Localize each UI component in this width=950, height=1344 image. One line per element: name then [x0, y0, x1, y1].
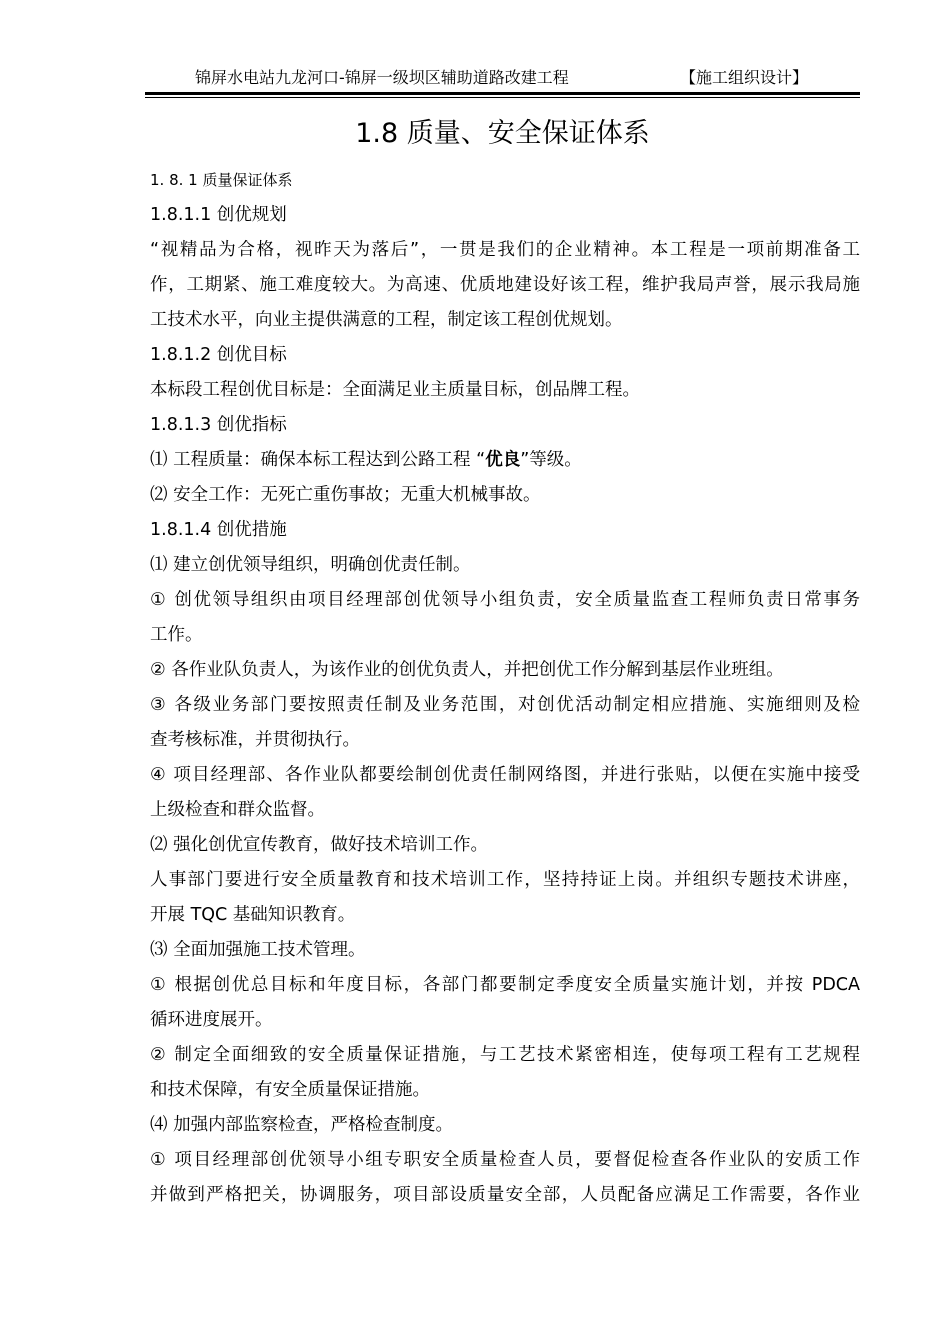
header-document-type: 【施工组织设计】	[679, 68, 808, 87]
emphasis-text: 优良	[485, 450, 521, 470]
text-line-content: ⑵ 安全工作：无死亡重伤事故；无重大机械事故。	[150, 485, 541, 505]
text-line-content: 作，工期紧、施工难度较大。为高速、优质地建设好该工程，维护我局声誉，展示我局施	[150, 275, 860, 295]
text-line-content: 1.8.1.4 创优措施	[150, 520, 287, 540]
page-header	[145, 66, 860, 90]
text-line	[150, 1038, 860, 1073]
text-line	[150, 443, 860, 478]
text-line	[150, 1108, 860, 1143]
text-line	[150, 688, 860, 723]
text-line	[150, 1143, 860, 1178]
text-line-content: 开展 TQC 基础知识教育。	[150, 905, 356, 925]
text-line-content: ⑴ 建立创优领导组织，明确创优责任制。	[150, 555, 471, 575]
text-line-content: 循环进度展开。	[150, 1010, 273, 1030]
text-line-content: 和技术保障，有安全质量保证措施。	[150, 1080, 430, 1100]
text-line	[150, 863, 860, 898]
text-line	[150, 828, 860, 863]
text-line-content: 人事部门要进行安全质量教育和技术培训工作，坚持持证上岗。并组织专题技术讲座，	[150, 870, 860, 890]
text-line-content: ① 创优领导组织由项目经理部创优领导小组负责，安全质量监查工程师负责日常事务	[150, 590, 860, 610]
text-line	[150, 1178, 860, 1213]
text-line-content: 1. 8. 1 质量保证体系	[150, 171, 293, 189]
header-project-name: 锦屏水电站九龙河口-锦屏一级坝区辅助道路改建工程	[195, 68, 569, 87]
header-rule-thin	[145, 97, 860, 98]
text-line	[150, 758, 860, 793]
text-line	[150, 408, 860, 443]
text-line-content: 1.8.1.2 创优目标	[150, 345, 287, 365]
text-line-content: 1.8.1.3 创优指标	[150, 415, 287, 435]
text-line-content: ② 制定全面细致的安全质量保证措施，与工艺技术紧密相连，使每项工程有工艺规程	[150, 1045, 860, 1065]
text-line-content: ③ 各级业务部门要按照责任制及业务范围，对创优活动制定相应措施、实施细则及检	[150, 695, 860, 715]
text-line	[150, 1003, 860, 1038]
text-line-content: ⑵ 强化创优宣传教育，做好技术培训工作。	[150, 835, 489, 855]
text-line-content: ⑷ 加强内部监察检查，严格检查制度。	[150, 1115, 454, 1135]
text-line-content: ② 各作业队负责人，为该作业的创优负责人，并把创优工作分解到基层作业班组。	[150, 660, 784, 680]
text-line	[150, 268, 860, 303]
text-line-content: 上级检查和群众监督。	[150, 800, 325, 820]
text-line	[150, 583, 860, 618]
text-line-tail: ”等级。	[520, 450, 582, 470]
body-text	[150, 163, 860, 1213]
text-line-content: 查考核标准，并贯彻执行。	[150, 730, 360, 750]
text-line	[150, 303, 860, 338]
text-line	[150, 1073, 860, 1108]
text-line	[150, 478, 860, 513]
text-line	[150, 513, 860, 548]
text-line-content: ④ 项目经理部、各作业队都要绘制创优责任制网络图，并进行张贴，以便在实施中接受	[150, 765, 860, 785]
text-line-content: ⑶ 全面加强施工技术管理。	[150, 940, 366, 960]
text-line	[150, 198, 860, 233]
text-line-content: 工作。	[150, 625, 203, 645]
text-line	[150, 548, 860, 583]
text-line-content: ① 根据创优总目标和年度目标，各部门都要制定季度安全质量实施计划，并按 PDCA	[150, 975, 860, 995]
text-line	[150, 163, 860, 198]
text-line	[150, 723, 860, 758]
text-line	[150, 653, 860, 688]
text-line	[150, 933, 860, 968]
text-line	[150, 968, 860, 1003]
text-line-content: ⑴ 工程质量：确保本标工程达到公路工程 “	[150, 450, 486, 470]
text-line-content: 1.8.1.1 创优规划	[150, 205, 287, 225]
text-line	[150, 618, 860, 653]
text-line-content: 本标段工程创优目标是：全面满足业主质量目标，创品牌工程。	[150, 380, 640, 400]
text-line	[150, 373, 860, 408]
header-rule-thick	[145, 92, 860, 95]
section-title: 1.8 质量、安全保证体系	[355, 118, 650, 149]
text-line	[150, 233, 860, 268]
text-line-content: 工技术水平，向业主提供满意的工程，制定该工程创优规划。	[150, 310, 623, 330]
text-line	[150, 793, 860, 828]
text-line	[150, 338, 860, 373]
text-line	[150, 898, 860, 933]
text-line-content: “视精品为合格，视昨天为落后”，一贯是我们的企业精神。本工程是一项前期准备工	[150, 240, 860, 260]
text-line-content: 并做到严格把关，协调服务，项目部设质量安全部，人员配备应满足工作需要，各作业	[150, 1185, 860, 1205]
text-line-content: ① 项目经理部创优领导小组专职安全质量检查人员，要督促检查各作业队的安质工作	[150, 1150, 860, 1170]
